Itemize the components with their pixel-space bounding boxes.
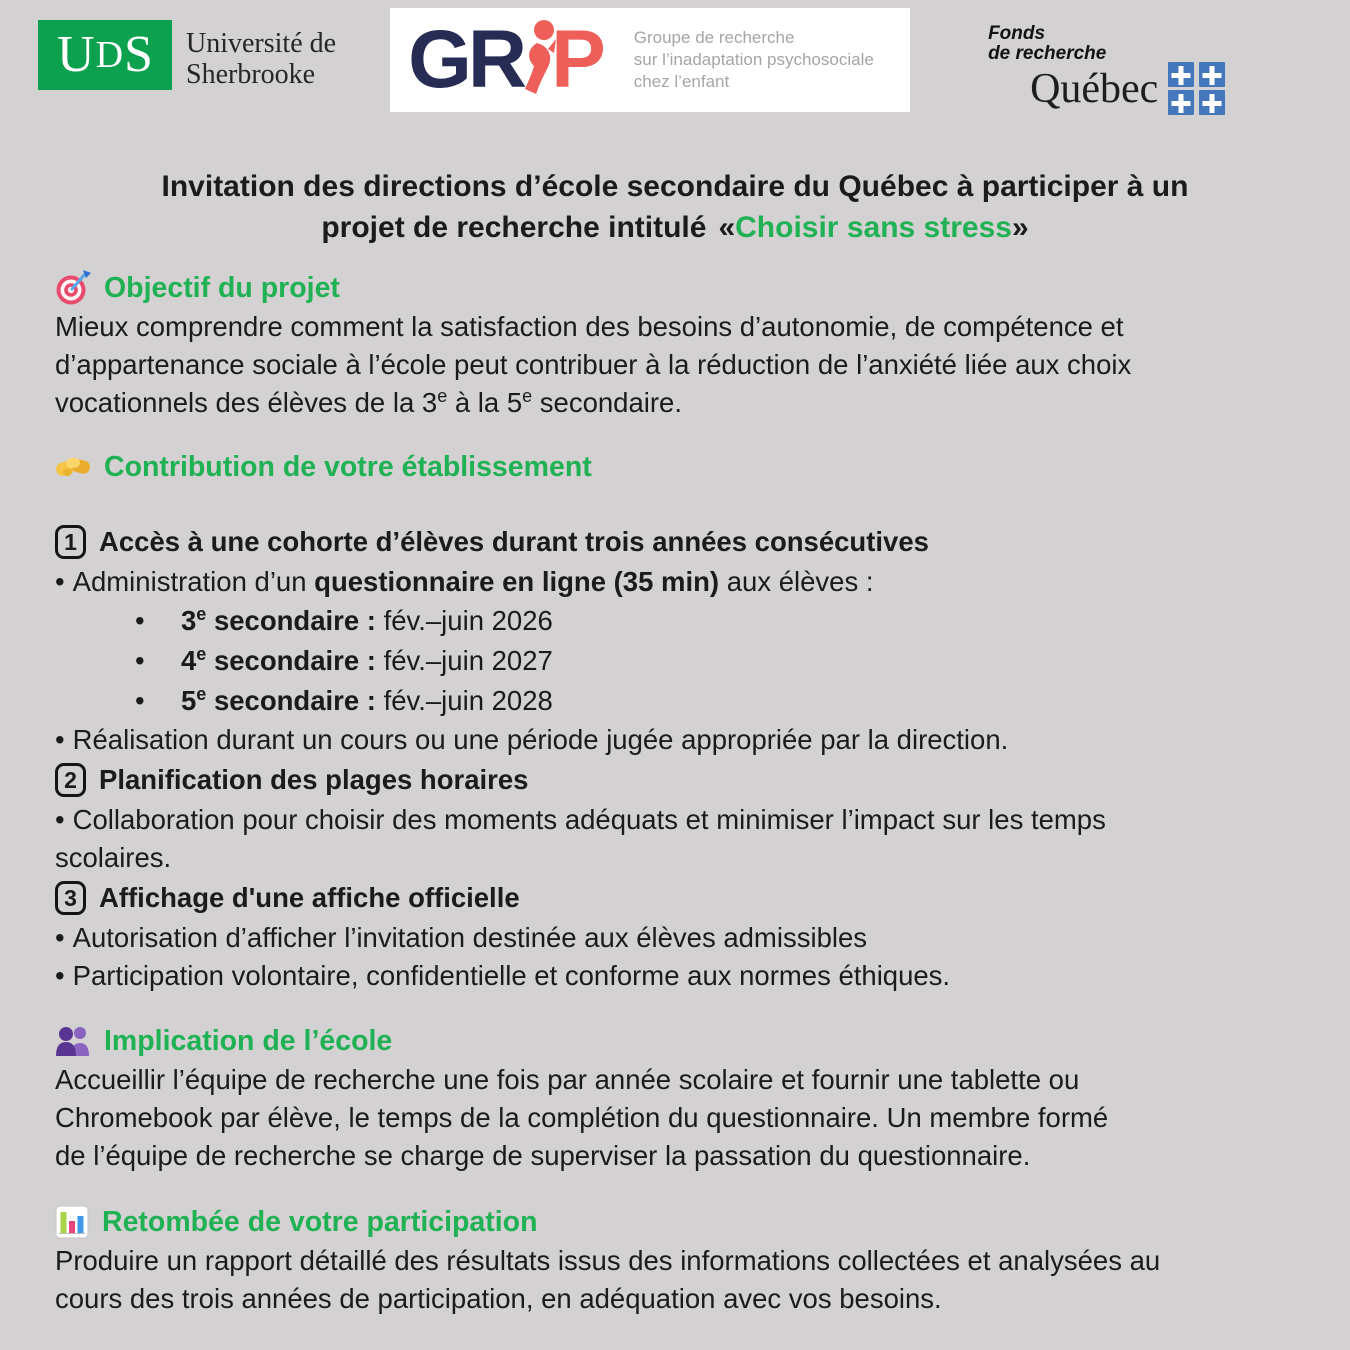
schedule-dates: fév.–juin 2027 (375, 645, 553, 676)
title-close-quote: » (1011, 211, 1029, 244)
superscript-e: e (522, 385, 533, 406)
section-heading-implication (55, 1021, 1295, 1061)
collaboration-bullet-continuation: scolaires. (55, 842, 172, 873)
uds-name-line2: Sherbrooke (186, 59, 316, 90)
bullet-marker: • (135, 645, 145, 676)
grip-tagline-line: Groupe de recherche (633, 28, 795, 47)
contribution-item-title: Affichage d'une affiche officielle (99, 882, 520, 913)
grip-wordmark (408, 14, 604, 105)
admin-bold-text: questionnaire en ligne (35 min) (314, 566, 720, 597)
logo-header (0, 0, 1350, 122)
section-title: Objectif du projet (104, 272, 340, 304)
implication-paragraph-line: de l’équipe de recherche se charge de superviser la passation du questionnaire. (55, 1140, 1031, 1171)
document-body (0, 268, 1350, 1318)
implication-paragraph-line: Chromebook par élève, le temps de la complétion du questionnaire. Un membre formé (55, 1102, 1109, 1133)
handshake-icon (55, 451, 91, 483)
contribution-item-1 (55, 521, 1295, 563)
autorisation-bullet (55, 919, 1295, 957)
realisation-bullet (55, 721, 1295, 759)
bullet-marker: • (55, 804, 65, 835)
admin-bullet (55, 563, 1295, 601)
schedule-grade: 3e secondaire : (181, 603, 376, 636)
participation-text: Participation volontaire, confidentielle et conforme aux normes éthiques. (72, 960, 951, 991)
superscript-e: e (437, 385, 448, 406)
objectif-paragraph-line: d’appartenance sociale à l’école peut contribuer à la réduction de l’anxiété liée aux choix (55, 349, 1132, 380)
section-heading-contribution (55, 447, 1295, 487)
quebec-flag-icon (1168, 62, 1226, 121)
contribution-item-2 (55, 759, 1295, 801)
objectif-text: vocationnels des élèves de la 3 (55, 387, 438, 418)
schedule-row (55, 641, 1295, 681)
title-line1: Invitation des directions d’école secondaire du Québec à participer à un (161, 170, 1189, 203)
superscript-e: e (196, 643, 207, 664)
keycap-1-icon: 1 (55, 525, 86, 559)
title-open-quote: « (718, 211, 736, 244)
schedule-dates: fév.–juin 2028 (375, 685, 553, 716)
bar-chart-icon (55, 1205, 89, 1239)
retombee-paragraph-line: Produire un rapport détaillé des résultats issus des informations collectées et analysées au (55, 1245, 1161, 1276)
superscript-e: e (196, 603, 207, 624)
target-icon (55, 270, 91, 306)
section-title: Implication de l’école (104, 1025, 393, 1057)
frq-logo (988, 24, 1226, 121)
collaboration-bullet (55, 801, 1295, 839)
grip-tagline-line: chez l’enfant (633, 72, 730, 91)
uds-mark-letter: S (124, 26, 153, 83)
schedule-row (55, 601, 1295, 641)
keycap-3-icon: 3 (55, 881, 86, 915)
section-title: Retombée de votre participation (102, 1206, 538, 1238)
schedule-row (55, 681, 1295, 721)
busts-icon (55, 1025, 91, 1057)
realisation-text: Réalisation durant un cours ou une période jugée appropriée par la direction. (72, 724, 1009, 755)
participation-bullet (55, 957, 1295, 995)
grip-logo (390, 8, 910, 112)
retombee-paragraph-line: cours des trois années de participation, en adéquation avec vos besoins. (55, 1283, 942, 1314)
section-heading-retombee (55, 1202, 1295, 1242)
bullet-marker: • (135, 685, 145, 716)
objectif-paragraph-line: Mieux comprendre comment la satisfaction des besoins d’autonomie, de compétence et (55, 311, 1124, 342)
autorisation-text: Autorisation d’afficher l’invitation destinée aux élèves admissibles (72, 922, 868, 953)
bullet-marker: • (55, 566, 65, 597)
objectif-paragraph-line (55, 384, 1295, 422)
uds-logo (38, 20, 336, 90)
bullet-marker: • (55, 960, 65, 991)
uds-mark-letter: D (95, 34, 124, 76)
section-heading-objectif (55, 268, 1295, 308)
grip-tagline (634, 27, 874, 93)
frq-quebec-wordmark: Québec (1030, 65, 1159, 112)
grip-letter-p: P (551, 14, 604, 105)
section-title: Contribution de votre établissement (104, 451, 592, 483)
grip-tagline-line: sur l’inadaptation psychosociale (633, 50, 874, 69)
page-title (0, 166, 1350, 248)
contribution-item-title: Planification des plages horaires (99, 764, 529, 795)
frq-label-line2: de recherche (988, 43, 1107, 64)
admin-text: aux élèves : (719, 566, 874, 597)
contribution-item-title: Accès à une cohorte d’élèves durant trois années consécutives (99, 526, 929, 557)
schedule-grade: 4e secondaire : (181, 643, 376, 676)
superscript-e: e (196, 683, 207, 704)
uds-logo-mark (38, 20, 172, 90)
title-line2 (0, 207, 1350, 248)
schedule-dates: fév.–juin 2026 (375, 605, 553, 636)
bullet-marker: • (55, 724, 65, 755)
bullet-marker: • (55, 922, 65, 953)
uds-logo-name (186, 28, 336, 90)
objectif-text: secondaire. (532, 387, 682, 418)
bullet-marker: • (135, 605, 145, 636)
schedule-grade: 5e secondaire : (181, 683, 376, 716)
objectif-text: à la 5 (447, 387, 523, 418)
frq-label-line1: Fonds (988, 23, 1046, 44)
frq-wordmark-row (1030, 56, 1226, 121)
uds-mark-letter: U (57, 26, 95, 83)
title-line2-text: projet de recherche intitulé (321, 211, 707, 244)
implication-paragraph-line: Accueillir l’équipe de recherche une fois par année scolaire et fournir une tablette ou (55, 1064, 1080, 1095)
admin-text: Administration d’un (72, 566, 315, 597)
uds-name-line1: Université de (186, 28, 337, 59)
title-project-name: Choisir sans stress (735, 211, 1012, 244)
collaboration-text: Collaboration pour choisir des moments adéquats et minimiser l’impact sur les temps (72, 804, 1106, 835)
grip-letters-gr: GR (408, 14, 524, 105)
contribution-item-3 (55, 877, 1295, 919)
keycap-2-icon: 2 (55, 763, 86, 797)
